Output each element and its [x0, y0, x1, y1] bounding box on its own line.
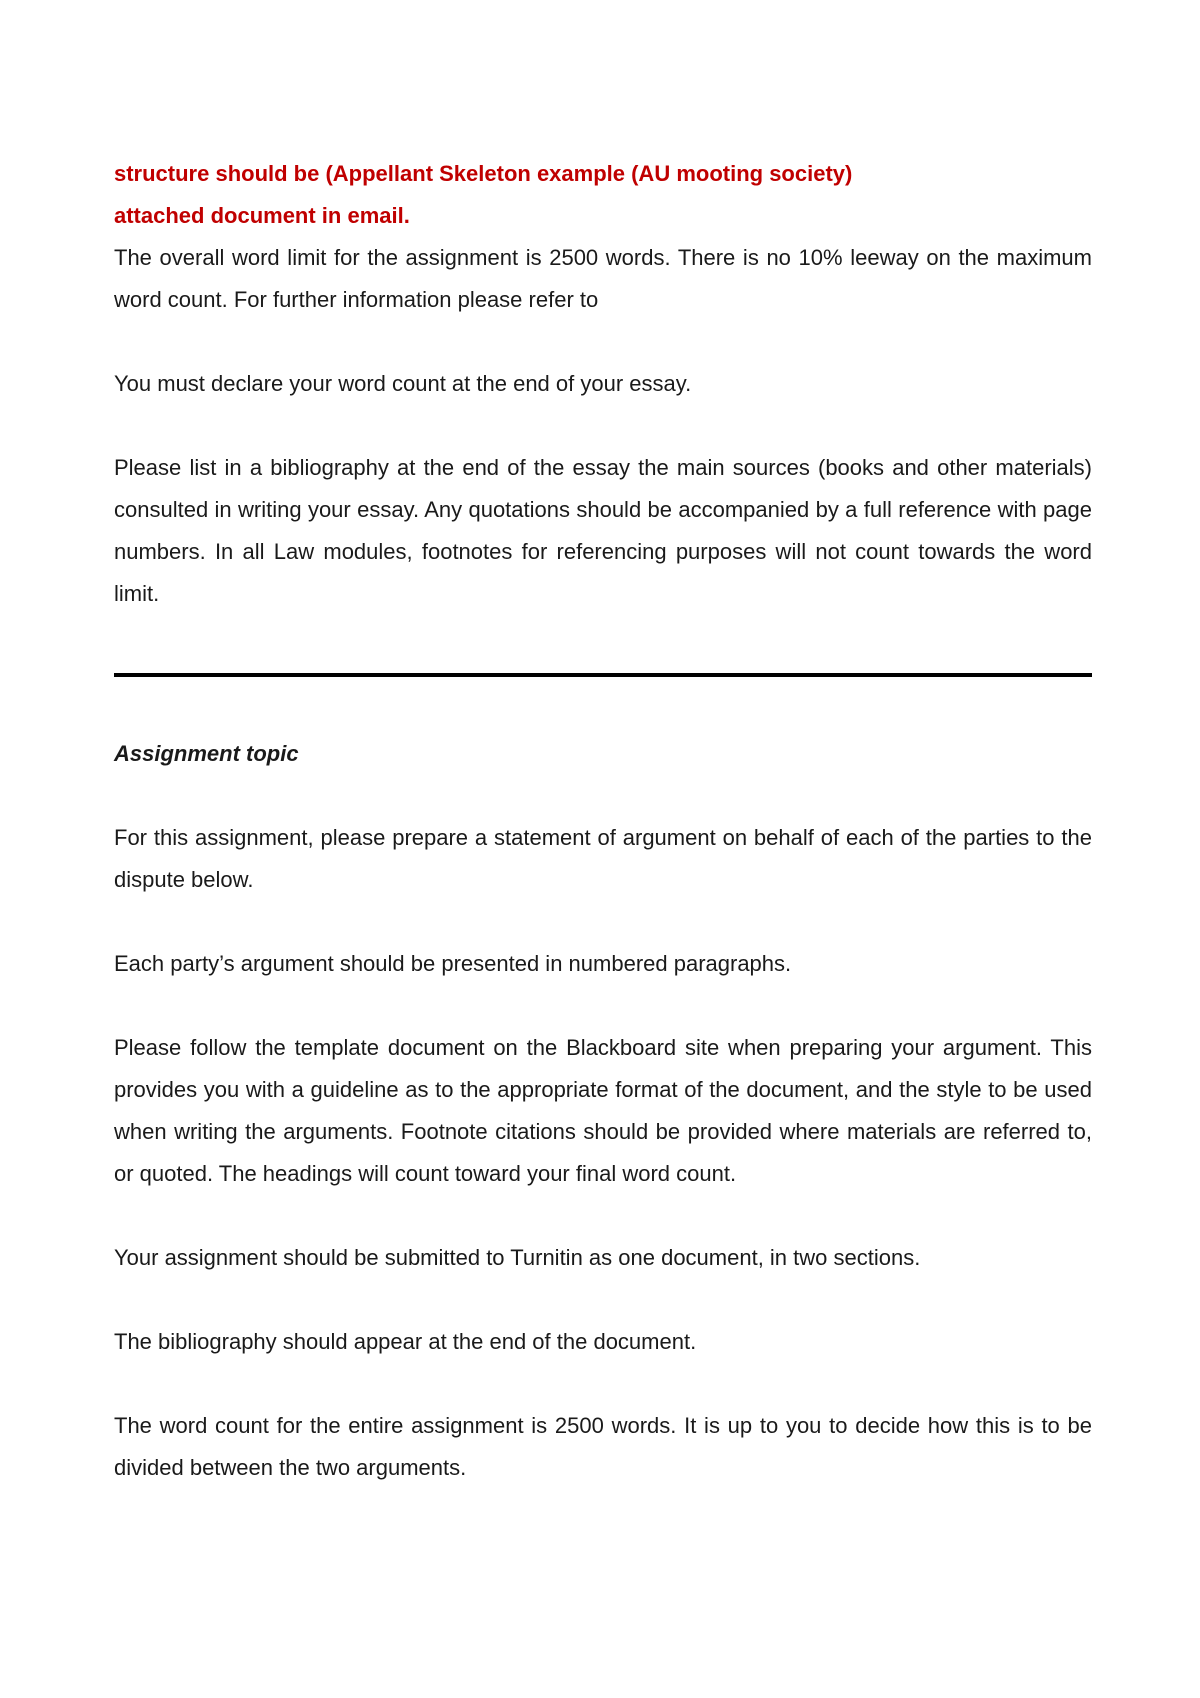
topic-paragraph-6: The word count for the entire assignment is 2500 words. It is up to you to decide how this is to be divided between the two arguments.: [114, 1413, 1092, 1480]
topic-paragraph-5: The bibliography should appear at the end of the document.: [114, 1329, 697, 1354]
topic-paragraph-4: Your assignment should be submitted to Turnitin as one document, in two sections.: [114, 1245, 921, 1270]
section-divider: [114, 673, 1092, 677]
document-page: [114, 153, 1092, 1531]
declare-word-count-paragraph: You must declare your word count at the end of your essay.: [114, 371, 692, 396]
topic-paragraph-3: Please follow the template document on the Blackboard site when preparing your argument. This provides you with a guideline as to the appropriate format of the document, and the style to be used when writing the arguments. Footnote citations should be provided where materials are referred to, or quoted. The headings will count toward your final word count.: [114, 1035, 1092, 1186]
bibliography-paragraph: Please list in a bibliography at the end of the essay the main sources (books and other materials) consulted in writing your essay. Any quotations should be accompanied by a full reference with page numbers. In all Law modules, footnotes for referencing purposes will not count towards the word limit.: [114, 455, 1092, 606]
topic-paragraph-1: For this assignment, please prepare a statement of argument on behalf of each of the parties to the dispute below.: [114, 825, 1092, 892]
word-limit-paragraph: The overall word limit for the assignment is 2500 words. There is no 10% leeway on the maximum word count. For further information please refer to: [114, 245, 1092, 312]
note-line-2: attached document in email.: [114, 203, 410, 228]
note-line-1: structure should be (Appellant Skeleton example (AU mooting society): [114, 161, 853, 186]
topic-paragraph-2: Each party’s argument should be presented in numbered paragraphs.: [114, 951, 792, 976]
assignment-topic-heading: Assignment topic: [114, 741, 299, 766]
